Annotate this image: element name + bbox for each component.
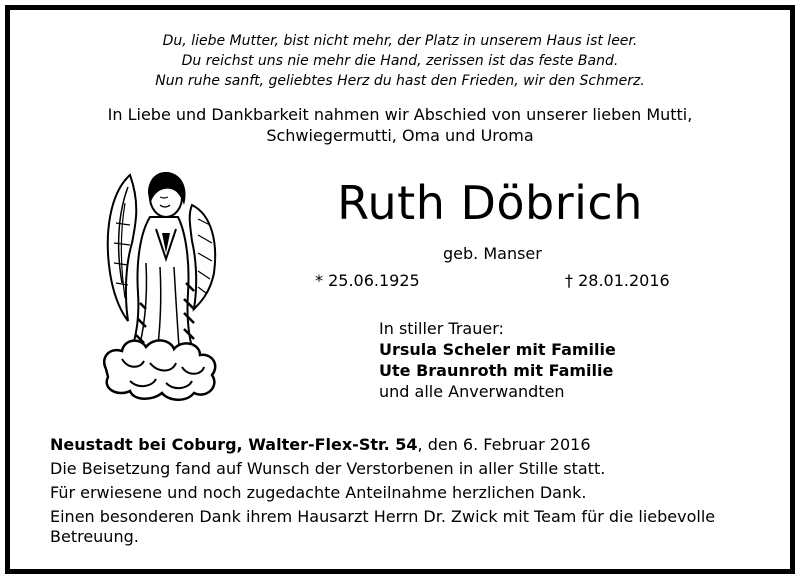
footer-line-1: Die Beisetzung fand auf Wunsch der Verstorbenen in aller Stille statt. <box>50 459 606 478</box>
footer-line-2: Für erwiesene und noch zugedachte Anteilnahme herzlichen Dank. <box>50 483 587 502</box>
mourner-family-1: Ursula Scheler mit Familie <box>379 340 616 359</box>
mourners-others: und alle Anverwandten <box>379 382 565 401</box>
intro-line-1: In Liebe und Dankbarkeit nahmen wir Abschied von unserer lieben Mutti, <box>107 105 693 124</box>
birth-name: geb. Manser <box>443 244 542 263</box>
angel-illustration <box>100 163 220 401</box>
address-line <box>50 434 591 456</box>
poem-line-3: Nun ruhe sanft, geliebtes Herz du hast den Frieden, wir den Schmerz. <box>155 73 645 89</box>
intro-line-2: Schwiegermutti, Oma und Uroma <box>266 126 534 145</box>
notice-date: , den 6. Februar 2016 <box>417 435 591 454</box>
poem-line-1: Du, liebe Mutter, bist nicht mehr, der Platz in unserem Haus ist leer. <box>162 33 638 49</box>
mourners-heading: In stiller Trauer: <box>379 319 504 338</box>
death-date: † 28.01.2016 <box>565 271 670 290</box>
poem-line-2: Du reichst uns nie mehr die Hand, zerissen ist das feste Band. <box>181 53 619 69</box>
deceased-name: Ruth Döbrich <box>337 176 643 230</box>
mourner-family-2: Ute Braunroth mit Familie <box>379 361 614 380</box>
footer-line-4: Betreuung. <box>50 527 139 546</box>
address: Neustadt bei Coburg, Walter-Flex-Str. 54 <box>50 435 418 454</box>
footer-line-3: Einen besonderen Dank ihrem Hausarzt Herrn Dr. Zwick mit Team für die liebevolle <box>50 507 716 526</box>
birth-date: * 25.06.1925 <box>315 271 420 290</box>
